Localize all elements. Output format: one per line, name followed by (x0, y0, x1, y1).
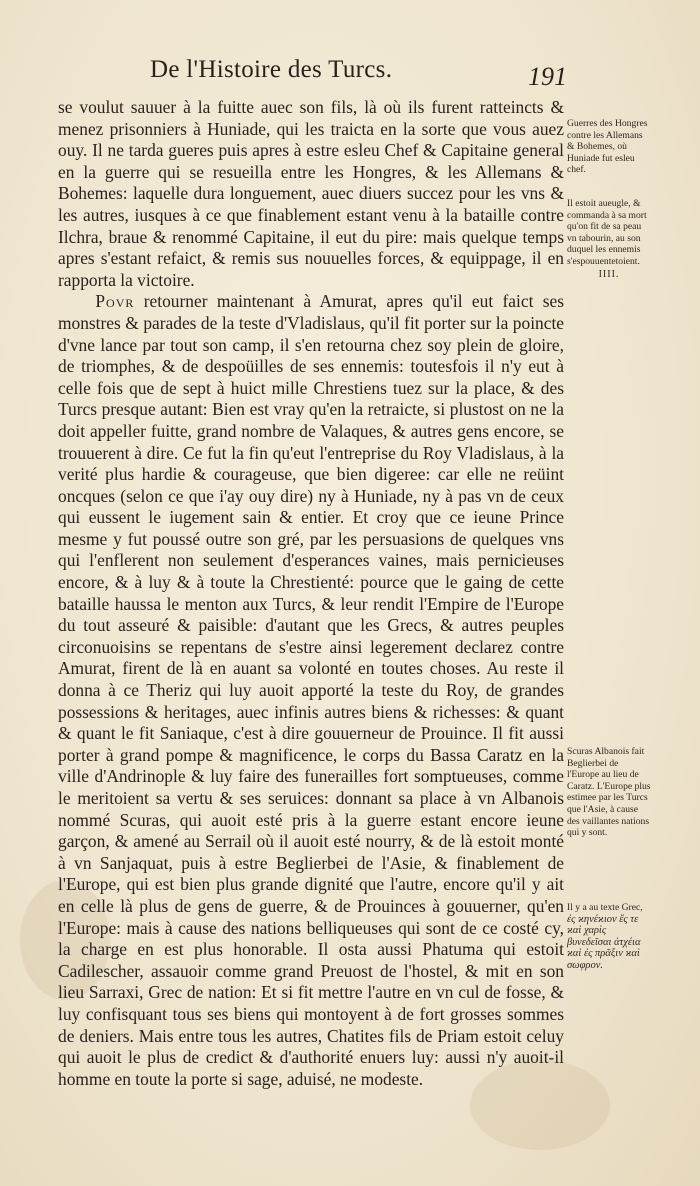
margin-note (567, 902, 651, 972)
margin-note-text: Il y a au texte Grec, (567, 902, 643, 913)
margin-note-text: Guerres des Hongres contre les Allemans & Bohemes, où Huniade fut esleu chef. (567, 118, 648, 176)
margin-note-text: Il estoit aueugle, & commanda à sa mort qu'on fit de sa peau vn tabourin, au son duquel les ennemis s'espouuentetoient. (567, 198, 647, 267)
paragraph-lead-word: Povr (95, 291, 135, 312)
main-text (58, 97, 564, 1090)
margin-note-greek: ἐς ϰηνέϰιον ἔς τε ϰαὶ χαρὶς βυνεδεῖσαι ἀτχέια ϰαὶ ἐς πρᾶξιν ϰαὶ σωφρον. (567, 913, 641, 971)
paragraph-text: retourner maintenant à Amurat, apres qu'il eut faict ses monstres & parades de la teste d'Vladislaus, qu'il fit porter sur la poincte d'vne lance par tout son camp, il s'en retourna chez soy plein de gloire, de triomphes, & de despoüilles de ses ennemis: toutesfois il n'y eut à celle fois que de sept à huict mille Chrestiens tuez sur la place, & des Turcs presque autant: Bien est vray qu'en la retraicte, si plustost on ne la doit appeller fuitte, grand nombre de Valaques, & autres gens encore, se trouuerent à dire. Ce fut la fin qu'eut l'entreprise du Roy Vladislaus, à la verité plus hardie & courageuse, que bien digeree: car elle ne reüint oncques (selon ce que i'ay ouy dire) ny à Huniade, ny à pas vn de ceux qui eussent le iugement sain & entier. Et croy que ce ieune Prince mesme y fut poussé outre son gré, par les persuasions de quelques vns qui l'enflerent non seulement d'esperances vaines, mais pernicieuses encore, & à luy & à toute la Chrestienté: pource que le gaing de cette bataille haussa le menton aux Turcs, & leur rendit l'Empire de l'Europe du tout asseuré & paisible: d'autant que les Grecs, & autres peuples circonuoisins se repentans de s'estre ainsi legerement declarez contre Amurat, firent de là en auant sa volonté en toutes choses. Au reste il donna à ce Theriz qui luy auoit apporté la teste du Roy, de grandes possessions & heritages, auec infinis autres biens & richesses: & quant & quant le fit Saniaque, c'est à dire gouuerneur de Prouince. Il fit aussi porter à grand pompe & magnificence, le corps du Bassa Caratz en la ville d'Andrinople & luy faire des funerailles fort somptueuses, comme le meritoient sa vertu & ses seruices: donnant sa place à vn Albanois nommé Scuras, qui auoit esté pris à la guerre estant encore ieune garçon, & amené au Serrail où il auoit esté nourry, & de là estoit monté à vn Sanjaquat, puis à estre Beglierbei de l'Asie, & finablement de l'Europe, qui est bien plus grande dignité que l'autre, encore qu'il y ait en celle là plus de gens de guerre, & de Prouinces à gouuerner, qu'en l'Europe: mais à cause des nations belliqueuses qui sont de ce costé cy, la charge en est plus honorable. Il osta aussi Phatuma qui estoit Cadilescher, assauoir comme grand Preuost de l'hostel, & mit en son lieu Sarraxi, Grec de nation: Et si fit mettre l'autre en vn cul de fosse, & luy confisquant tous ses biens qui montoyent à de fort grosses sommes de deniers. Mais entre tous les autres, Chatites fils de Priam estoit celuy qui auoit le plus de credict & d'authorité enuers luy: aussi n'y auoit-il homme en toute la porte si sage, aduisé, ne modeste. (58, 291, 565, 1089)
margin-note-text: Scuras Albanois fait Beglierbei de l'Europe au lieu de Caratz. L'Europe plus estimee par les Turcs que l'Asie, à cause des vaillantes nations qui y sont. (567, 746, 651, 839)
margin-note (567, 746, 651, 839)
paragraph: se voulut sauuer à la fuitte auec son fils, là où ils furent ratteincts & menez prisonniers à Huniade, qui les traicta en la sorte que vous auez ouy. Il ne tarda gueres puis apres à estre esleu Chef & Capitaine general en la guerre qui se resueilla entre les Hongres, & les Allemans & Bohemes: laquelle dura longuement, auec diuers succez pour les vns & les autres, iusques à ce que finablement estant venu à la bataille contre Ilchra, braue & renommé Capitaine, il eut du pire: mais quelque temps apres s'estant refaict, & remis sus nouuelles forces, & equippage, il en rapporta la victoire. (58, 97, 564, 290)
margin-note (567, 118, 651, 176)
paragraph (58, 291, 564, 1090)
margin-note (567, 198, 651, 280)
running-title: De l'Histoire des Turcs. (150, 56, 393, 83)
margin-note-number: IIII. (598, 268, 620, 280)
page-number: 191 (528, 62, 567, 91)
